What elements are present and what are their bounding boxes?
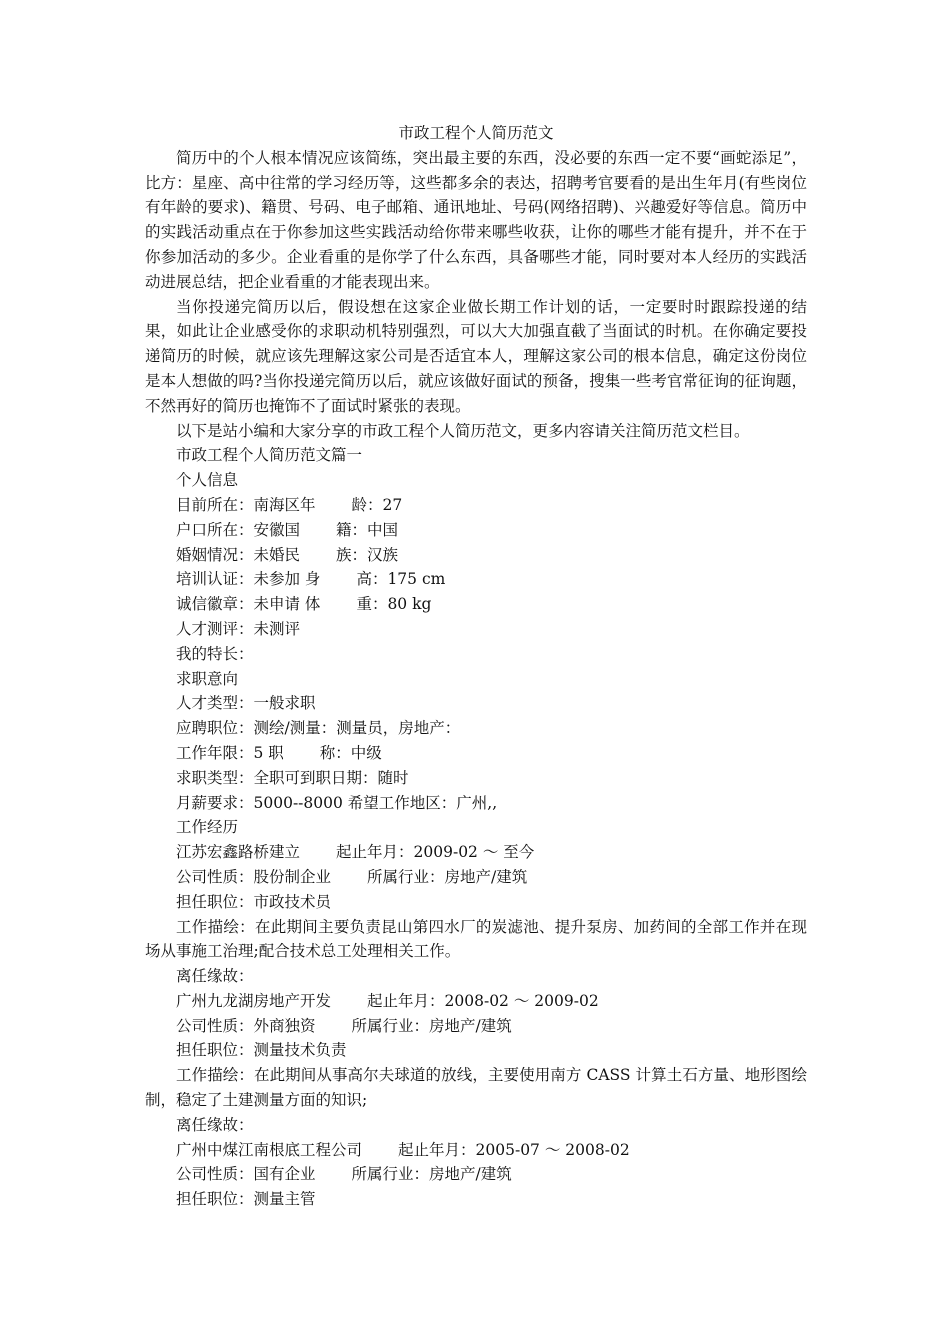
job-industry: 所属行业：房地产/建筑 xyxy=(351,1165,512,1184)
personal-line xyxy=(145,493,807,518)
job-description: 工作描绘：在此期间主要负责昆山第四水厂的炭滤池、提升泵房、加药间的全部工作并在现场从事施工治理;配合技术总工处理相关工作。 xyxy=(145,917,807,961)
document-title: 市政工程个人简历范文 xyxy=(398,124,554,142)
job-position: 担任职位：测量主管 xyxy=(176,1190,316,1209)
document-body xyxy=(145,121,807,1212)
job-nature-line xyxy=(145,1014,807,1039)
personal-line xyxy=(145,642,807,667)
job-nature: 公司性质：股份制企业 xyxy=(176,867,332,886)
intro-paragraph-1: 简历中的个人根本情况应该简练，突出最主要的东西，没必要的东西一定不要“画蛇添足”，比方：星座、高中往常的学习经历等，这些都多余的表达，招聘考官要看的是出生年月(有些岗位有年龄的要求)、籍贯、号码、电子邮箱、通讯地址、号码(网络招聘)、兴趣爱好等信息。简历中的实践活动重点在于你参加这些实践活动给你带来哪些收获，让你的哪些才能有提升，并不在于你参加活动的多少。企业看重的是你学了什么东西，具备哪些才能，同时要对本人经历的实践活动进展总结，把企业看重的才能表现出来。 xyxy=(145,148,807,291)
field-label: 我的特长： xyxy=(176,644,254,663)
job-position: 担任职位：测量技术负责 xyxy=(176,1041,347,1060)
intent-heading: 求职意向 xyxy=(176,669,239,688)
intent-line xyxy=(145,691,807,716)
job-nature-line xyxy=(145,865,807,890)
job-reason: 离任缘故： xyxy=(176,967,254,986)
field-label: 诚信徽章：未申请 体 xyxy=(176,595,321,614)
field-value: 族：汉族 xyxy=(336,545,399,564)
field-label: 求职类型：全职可到职日期：随时 xyxy=(176,768,409,787)
personal-line xyxy=(145,592,807,617)
job-period: 起止年月：2008-02 ～ 2009-02 xyxy=(367,991,599,1010)
personal-line xyxy=(145,518,807,543)
job-company: 江苏宏鑫路桥建立 xyxy=(176,843,301,862)
job-position: 担任职位：市政技术员 xyxy=(176,892,332,911)
job-period: 起止年月：2005-07 ～ 2008-02 xyxy=(398,1140,630,1159)
intent-line xyxy=(145,791,807,816)
section-heading: 市政工程个人简历范文篇一 xyxy=(176,446,363,465)
field-label: 婚姻情况：未婚民 xyxy=(176,545,301,564)
field-value: 籍：中国 xyxy=(336,520,399,539)
job-company-line xyxy=(145,1138,807,1163)
intro-paragraph-3: 以下是站小编和大家分享的市政工程个人简历范文，更多内容请关注简历范文栏目。 xyxy=(176,421,750,440)
job-nature-line xyxy=(145,1162,807,1187)
job-industry: 所属行业：房地产/建筑 xyxy=(367,867,528,886)
job-industry: 所属行业：房地产/建筑 xyxy=(351,1016,512,1035)
job-company: 广州九龙湖房地产开发 xyxy=(176,991,332,1010)
personal-line xyxy=(145,617,807,642)
job-reason: 离任缘故： xyxy=(176,1115,254,1134)
intent-line xyxy=(145,766,807,791)
job-company-line xyxy=(145,989,807,1014)
field-label: 人才类型：一般求职 xyxy=(176,694,316,713)
personal-heading: 个人信息 xyxy=(176,471,239,490)
job-description: 工作描绘：在此期间从事高尔夫球道的放线，主要使用南方 CASS 计算土石方量、地形图绘制，稳定了土建测量方面的知识; xyxy=(145,1066,807,1110)
job-nature: 公司性质：国有企业 xyxy=(176,1165,316,1184)
intent-line xyxy=(145,741,807,766)
field-label: 人才测评：未测评 xyxy=(176,619,301,638)
field-value: 重：80 kg xyxy=(356,595,432,614)
field-label: 工作年限：5 职 xyxy=(176,743,284,762)
intro-paragraph-2: 当你投递完简历以后，假设想在这家企业做长期工作计划的话，一定要时时跟踪投递的结果，如此让企业感受你的求职动机特别强烈，可以大大加强直截了当面试的时机。在你确定要投递简历的时候，就应该先理解这家公司是否适宜本人，理解这家公司的根本信息，确定这份岗位是本人想做的吗?当你投递完简历以后，就应该做好面试的预备，搜集一些考官常征询的征询题，不然再好的简历也掩饰不了面试时紧张的表现。 xyxy=(145,297,807,415)
field-label: 应聘职位：测绘/测量：测量员，房地产： xyxy=(176,719,461,738)
field-value: 龄：27 xyxy=(351,495,403,514)
field-label: 培训认证：未参加 身 xyxy=(176,570,321,589)
field-label: 目前所在：南海区年 xyxy=(176,495,316,514)
intent-line xyxy=(145,716,807,741)
job-nature: 公司性质：外商独资 xyxy=(176,1016,316,1035)
field-label: 月薪要求：5000--8000 希望工作地区：广州,, xyxy=(176,793,498,812)
job-period: 起止年月：2009-02 ～ 至今 xyxy=(336,843,535,862)
field-label: 户口所在：安徽国 xyxy=(176,520,301,539)
field-value: 高：175 cm xyxy=(356,570,446,589)
job-company: 广州中煤江南根底工程公司 xyxy=(176,1140,363,1159)
personal-line xyxy=(145,543,807,568)
field-value: 称：中级 xyxy=(319,743,382,762)
job-company-line xyxy=(145,840,807,865)
experience-heading: 工作经历 xyxy=(176,818,239,837)
personal-line xyxy=(145,567,807,592)
